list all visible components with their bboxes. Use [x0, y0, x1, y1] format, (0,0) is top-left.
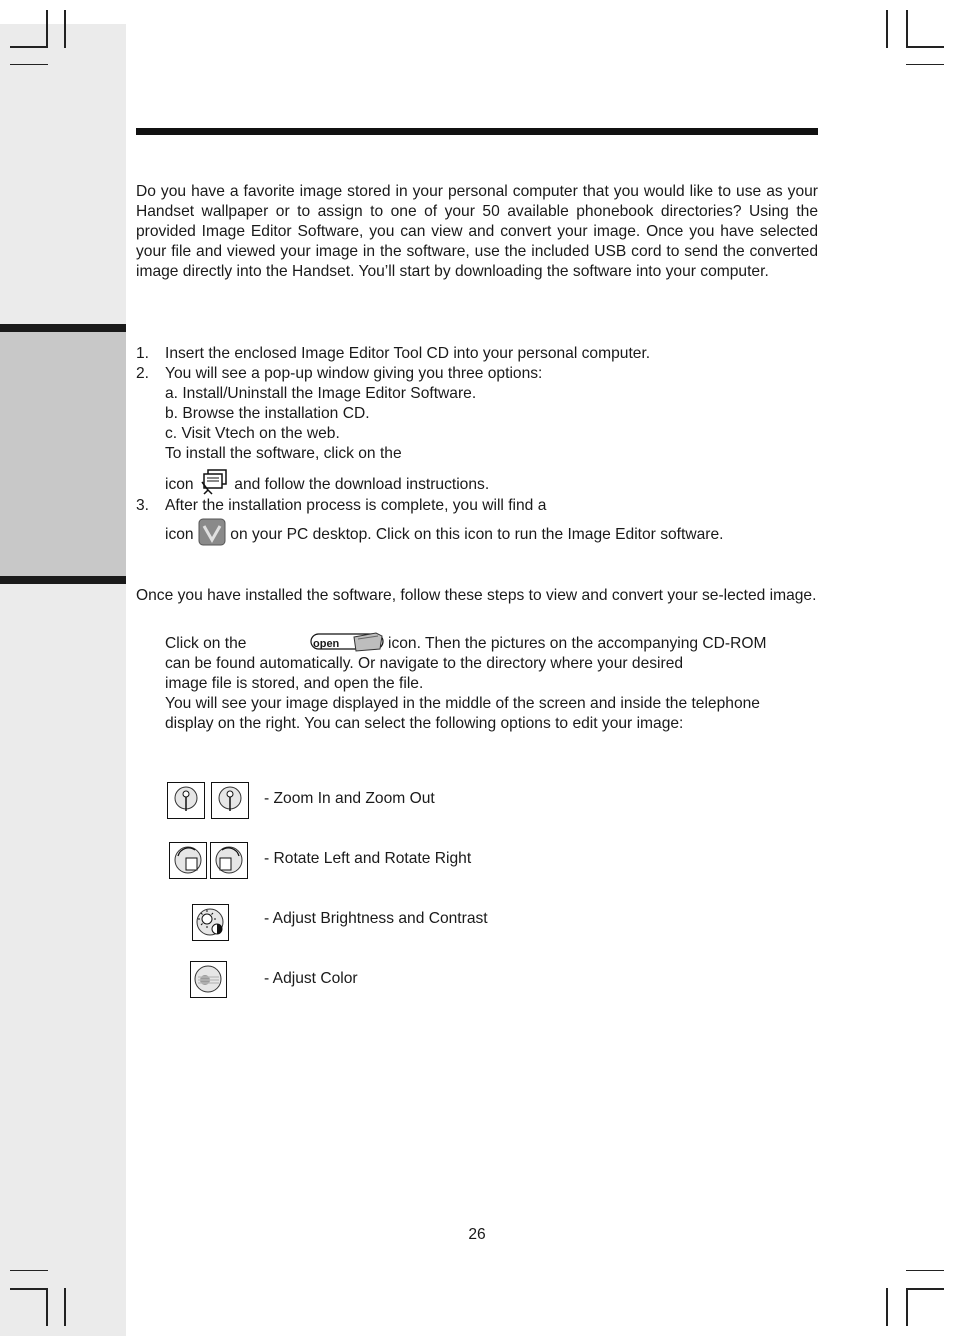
usage-paragraph: Once you have installed the software, follow these steps to view and convert your se-lected image.: [136, 587, 817, 604]
brightness-contrast-label: - Adjust Brightness and Contrast: [264, 910, 488, 927]
zoom-label: - Zoom In and Zoom Out: [264, 790, 435, 807]
usage-line-4: You will see your image displayed in the middle of the screen and inside the telephone: [165, 695, 760, 712]
page-number: 26: [468, 1226, 486, 1243]
brightness-contrast-icon: [192, 904, 230, 947]
option-b: b. Browse the installation CD.: [165, 405, 370, 422]
color-label: - Adjust Color: [264, 970, 358, 987]
step-3-number: 3.: [136, 497, 150, 514]
intro-paragraph: Do you have a favorite image stored in your personal computer that you would like to use as your Handset wallpaper or to assign to one of your 50 available phonebook directories? Using the provided Image Editor Software, you can view and convert your image. Once you have selected your file and viewed your image in the software, use the included USB cord to send the converted image directly into the Handset. You’ll start by downloading the software into your computer.: [136, 183, 818, 280]
install-instruction: To install the software, click on the: [165, 445, 402, 462]
section-tab-top-rule: [0, 324, 126, 332]
step-2-text: You will see a pop-up window giving you three options:: [165, 365, 543, 382]
section-tab: [0, 332, 126, 576]
icon-word-2: icon: [165, 526, 194, 544]
desktop-icon-line: [165, 518, 723, 552]
option-a: a. Install/Uninstall the Image Editor Software.: [165, 385, 477, 402]
open-button-label: open: [313, 638, 340, 650]
step-1-number: 1.: [136, 345, 150, 362]
step-1-text: Insert the enclosed Image Editor Tool CD into your personal computer.: [165, 345, 651, 362]
click-on-text: Click on the: [165, 635, 247, 652]
download-instruction: and follow the download instructions.: [234, 476, 490, 494]
open-instruction: icon. Then the pictures on the accompanying CD-ROM: [388, 635, 767, 652]
rotate-icons: [169, 842, 249, 885]
left-margin-band: [0, 24, 126, 1336]
usage-line-3: image file is stored, and open the file.: [165, 675, 424, 692]
usage-line-2: can be found automatically. Or navigate to the directory where your desired: [165, 655, 684, 672]
header-rule: [136, 128, 818, 135]
option-c: c. Visit Vtech on the web.: [165, 425, 340, 442]
section-tab-bottom-rule: [0, 576, 126, 584]
image-editor-desktop-icon: [198, 518, 226, 552]
desktop-instruction: on your PC desktop. Click on this icon to run the Image Editor software.: [230, 526, 724, 544]
usage-line-5: display on the right. You can select the following options to edit your image:: [165, 715, 684, 732]
step-2-number: 2.: [136, 365, 150, 382]
step-3-text: After the installation process is complete, you will find a: [165, 497, 547, 514]
icon-word: icon: [165, 476, 194, 494]
zoom-icons: [167, 782, 251, 825]
rotate-label: - Rotate Left and Rotate Right: [264, 850, 472, 867]
color-icon: [190, 961, 228, 1004]
